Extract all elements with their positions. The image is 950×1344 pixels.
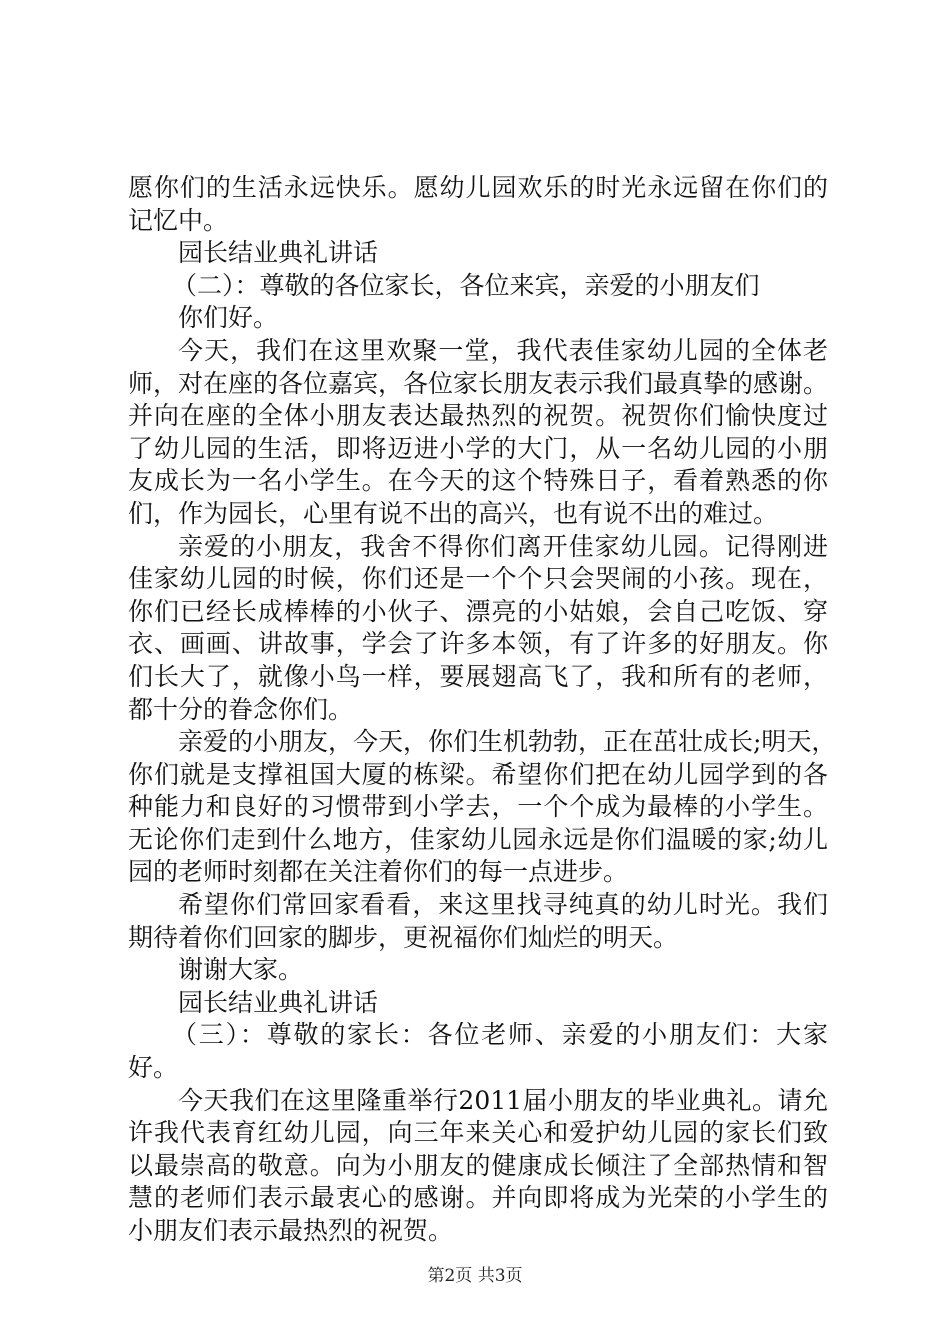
text-line: 今天，我们在这里欢聚一堂，我代表佳家幼儿园的全体老	[178, 335, 828, 365]
text-line: （三）：尊敬的家长：各位老师、亲爱的小朋友们：大家	[172, 1020, 828, 1050]
text-line: 谢谢大家。	[178, 955, 304, 985]
text-line: 都十分的眷念你们。	[128, 694, 354, 724]
text-line: 小朋友们表示最热烈的祝贺。	[128, 1216, 454, 1245]
text-line: 师，对在座的各位嘉宾，各位家长朋友表示我们最真挚的感谢。	[128, 368, 829, 398]
text-line: 你们就是支撑祖国大厦的栋梁。希望你们把在幼儿园学到的各	[128, 759, 828, 789]
text-line: 亲爱的小朋友，今天，你们生机勃勃，正在茁壮成长;明天，	[178, 727, 837, 757]
text-line: 你们好。	[178, 303, 279, 333]
text-line: 好。	[128, 1053, 179, 1083]
text-line: （二）：尊敬的各位家长，各位来宾，亲爱的小朋友们	[172, 270, 760, 300]
section-heading: 园长结业典礼讲话	[178, 987, 379, 1017]
text-line: 衣、画画、讲故事，学会了许多本领，有了许多的好朋友。你	[128, 629, 828, 659]
text-line: 以最崇高的敬意。向为小朋友的健康成长倾注了全部热情和智	[128, 1150, 828, 1180]
text-line: 们长大了，就像小鸟一样，要展翅高飞了，我和所有的老师，	[128, 661, 828, 691]
text-line: 你们已经长成棒棒的小伙子、漂亮的小姑娘，会自己吃饭、穿	[128, 596, 828, 626]
text-line: 愿你们的生活永远快乐。愿幼儿园欢乐的时光永远留在你们的	[128, 173, 828, 202]
text-line: 了幼儿园的生活，即将迈进小学的大门，从一名幼儿园的小朋	[128, 433, 828, 463]
page-number-footer: 第2页 共3页	[427, 1266, 523, 1286]
document-body	[128, 172, 837, 1248]
text-line: 们，作为园长，心里有说不出的高兴，也有说不出的难过。	[128, 498, 779, 528]
text-line: 友成长为一名小学生。在今天的这个特殊日子，看着熟悉的你	[128, 466, 828, 496]
text-line: 无论你们走到什么地方，佳家幼儿园永远是你们温暖的家;幼儿	[128, 824, 828, 854]
text-line: 慧的老师们表示最衷心的感谢。并向即将成为光荣的小学生的	[128, 1183, 828, 1213]
text-line: 记忆中。	[128, 205, 229, 235]
text-line: 并向在座的全体小朋友表达最热烈的祝贺。祝贺你们愉快度过	[128, 401, 828, 431]
text-line: 今天我们在这里隆重举行2011届小朋友的毕业典礼。请允	[178, 1085, 828, 1115]
text-line: 希望你们常回家看看，来这里找寻纯真的幼儿时光。我们	[178, 890, 828, 920]
section-heading: 园长结业典礼讲话	[178, 238, 379, 268]
text-line: 期待着你们回家的脚步，更祝福你们灿烂的明天。	[128, 922, 679, 952]
text-line: 种能力和良好的习惯带到小学去，一个个成为最棒的小学生。	[128, 792, 828, 822]
text-line: 许我代表育红幼儿园，向三年来关心和爱护幼儿园的家长们致	[128, 1118, 828, 1148]
text-line: 亲爱的小朋友，我舍不得你们离开佳家幼儿园。记得刚进	[178, 531, 828, 561]
text-line: 园的老师时刻都在关注着你们的每一点进步。	[128, 857, 629, 887]
text-line: 佳家幼儿园的时候，你们还是一个个只会哭闹的小孩。现在，	[128, 564, 828, 594]
